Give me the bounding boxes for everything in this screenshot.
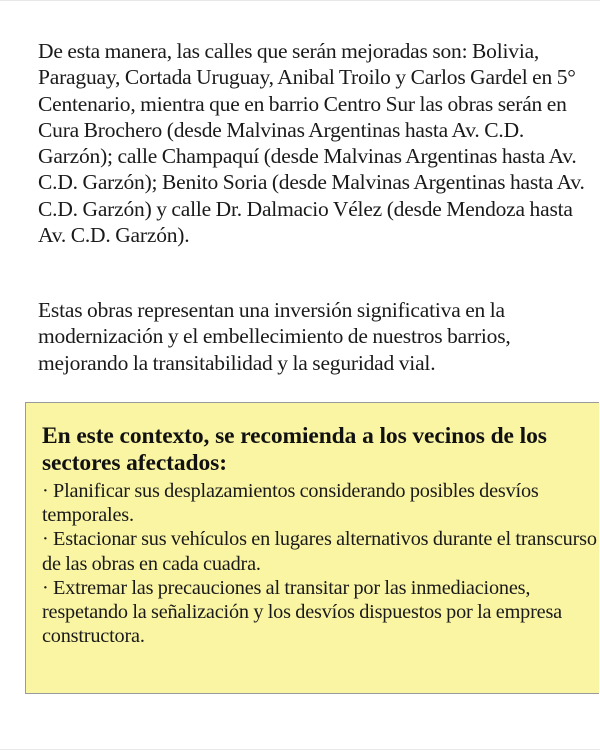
streets-paragraph: De esta manera, las calles que serán mejoradas son: Bolivia, Paraguay, Cortada Uruguay, Anibal Troilo y Carlos Gardel en 5° Centenario, mientra que en barrio Centro Sur las obras serán en Cura Brochero (desde Malvinas Argentinas hasta Av. C.D. Garzón); calle Champaquí (desde Malvinas Argentinas hasta Av. C.D. Garzón); Benito Soria (desde Malvinas Argentinas hasta Av. C.D. Garzón) y calle Dr. Dalmacio Vélez (desde Mendoza hasta Av. C.D. Garzón). [38,39,585,248]
recommendations-list [42,479,598,648]
callout-heading: En este contexto, se recomienda a los vecinos de los sectores afectados: [42,423,547,476]
list-item: · Planificar sus desplazamientos considerando posibles desvíos temporales. [42,480,539,527]
investment-paragraph: Estas obras representan una inversión significativa en la modernización y el embellecimiento de nuestros barrios, mejorando la transitabilidad y la seguridad vial. [38,298,511,375]
list-item: · Extremar las precauciones al transitar por las inmediaciones, respetando la señalización y los desvíos dispuestos por la empresa constructora. [42,576,562,648]
recommendations-callout [25,402,599,694]
list-item: · Estacionar sus vehículos en lugares alternativos durante el transcurso de las obras en cada cuadra. [42,528,597,575]
